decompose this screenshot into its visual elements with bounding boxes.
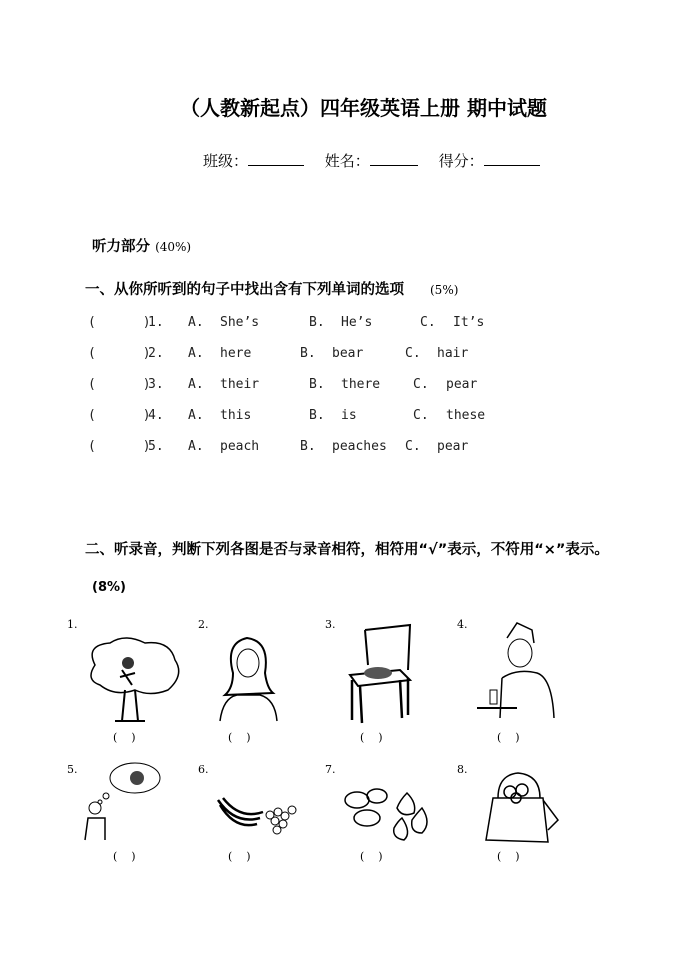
row-a: A. — [188, 377, 204, 392]
row-a-text: their — [220, 377, 260, 392]
picture-number: 5. — [67, 763, 78, 776]
section1-pct: (5%) — [430, 283, 459, 297]
answer-blank[interactable]: ( ) — [88, 408, 151, 423]
tree-boy-picture — [80, 635, 185, 723]
section1-title: 一、从你所听到的句子中找出含有下列单词的选项 — [85, 282, 404, 298]
row-c-text: pear — [446, 377, 478, 392]
class-label: 班级： — [203, 152, 249, 170]
row-a: A. — [188, 439, 204, 454]
row-a-text: here — [220, 346, 252, 361]
row-num: 2. — [148, 346, 164, 361]
picture-answer-blank[interactable]: ( ) — [360, 850, 383, 863]
class-field[interactable] — [248, 151, 304, 166]
picture-number: 4. — [457, 618, 468, 631]
row-a: A. — [188, 408, 204, 423]
row-b: B. — [309, 315, 325, 330]
row-b-text: peaches — [332, 439, 387, 454]
row-b-text: there — [341, 377, 381, 392]
row-b-text: is — [341, 408, 357, 423]
row-c-text: pear — [437, 439, 469, 454]
row-c-text: It’s — [453, 315, 485, 330]
row-num: 5. — [148, 439, 164, 454]
row-b: B. — [300, 439, 316, 454]
answer-blank[interactable]: ( ) — [88, 439, 151, 454]
picture-number: 3. — [325, 618, 336, 631]
row-num: 1. — [148, 315, 164, 330]
row-a: A. — [188, 315, 204, 330]
answer-blank[interactable]: ( ) — [88, 315, 151, 330]
picture-number: 7. — [325, 763, 336, 776]
picture-answer-blank[interactable]: ( ) — [497, 850, 520, 863]
boy-thinking-picture — [80, 758, 175, 843]
picture-answer-blank[interactable]: ( ) — [228, 850, 251, 863]
row-a-text: She’s — [220, 315, 260, 330]
row-a-text: peach — [220, 439, 260, 454]
score-field[interactable] — [484, 151, 540, 166]
row-c: C. — [405, 346, 421, 361]
row-b: B. — [309, 377, 325, 392]
bag-of-fruit-picture — [478, 770, 563, 845]
picture-answer-blank[interactable]: ( ) — [497, 731, 520, 744]
section1-heading — [85, 278, 458, 299]
section2-heading: 二、听录音，判断下列各图是否与录音相符，相符用“√”表示，不符用“×”表示。 — [85, 542, 609, 558]
picture-answer-blank[interactable]: ( ) — [113, 850, 136, 863]
picture-number: 6. — [198, 763, 209, 776]
picture-answer-blank[interactable]: ( ) — [360, 731, 383, 744]
picture-number: 8. — [457, 763, 468, 776]
chair-picture — [340, 620, 415, 725]
girl-picture — [215, 633, 280, 723]
row-c: C. — [413, 377, 429, 392]
picture-number: 1. — [67, 618, 78, 631]
name-label: 姓名： — [324, 152, 370, 170]
answer-blank[interactable]: ( ) — [88, 346, 151, 361]
row-b-text: bear — [332, 346, 364, 361]
listening-pct: (40%) — [155, 240, 192, 254]
row-c: C. — [405, 439, 421, 454]
picture-number: 2. — [198, 618, 209, 631]
row-a-text: this — [220, 408, 252, 423]
score-label: 得分： — [438, 152, 484, 170]
row-b: B. — [309, 408, 325, 423]
listening-label: 听力部分 — [92, 239, 150, 255]
row-num: 4. — [148, 408, 164, 423]
picture-answer-blank[interactable]: ( ) — [113, 731, 136, 744]
answer-blank[interactable]: ( ) — [88, 377, 151, 392]
row-b-text: He’s — [341, 315, 373, 330]
picture-answer-blank[interactable]: ( ) — [228, 731, 251, 744]
bananas-grapes-picture — [215, 790, 300, 840]
row-num: 3. — [148, 377, 164, 392]
row-c: C. — [413, 408, 429, 423]
student-info — [203, 150, 540, 171]
listening-heading — [92, 235, 191, 256]
row-c-text: these — [446, 408, 486, 423]
row-b: B. — [300, 346, 316, 361]
section2-pct: (8%) — [92, 580, 126, 595]
name-field[interactable] — [370, 151, 418, 166]
waitress-picture — [472, 618, 562, 723]
row-c-text: hair — [437, 346, 469, 361]
page-title: （人教新起点）四年级英语上册 期中试题 — [180, 96, 547, 120]
row-a: A. — [188, 346, 204, 361]
peaches-pears-picture — [342, 788, 432, 843]
row-c: C. — [420, 315, 436, 330]
